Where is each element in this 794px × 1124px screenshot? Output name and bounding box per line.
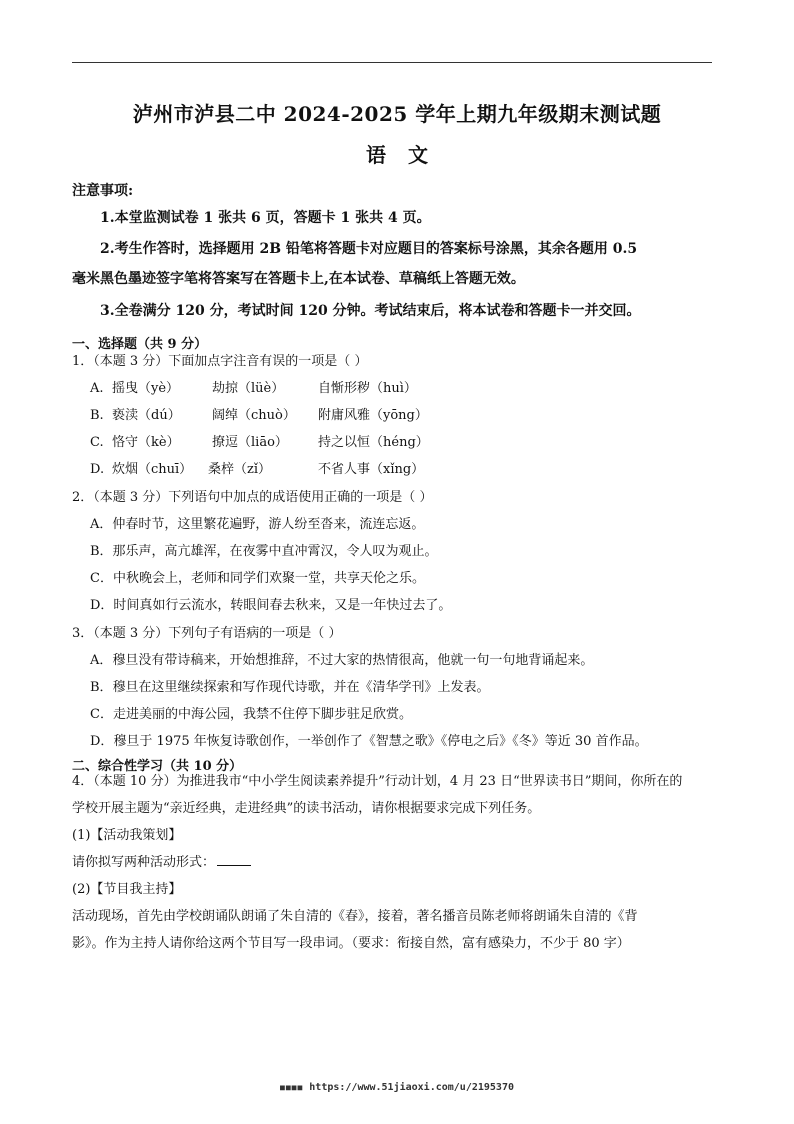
q1-option-c: [90, 431, 429, 450]
q1-option-d: [90, 458, 424, 477]
notice-item-1: [72, 203, 712, 233]
notice-item-2-line-2: 毫米黑色墨迹签字笔将答案写在答题卡上,在本试卷、草稿纸上答题无效。: [72, 271, 525, 287]
option-word-2: 阔绰（chuò）: [212, 408, 296, 423]
q2-stem: 2．（本题 3 分）下列语句中加点的成语使用正确的一项是（ ）: [72, 490, 433, 505]
task-2-title: (2)【节目我主持】: [72, 882, 182, 897]
task-1-prompt: [72, 849, 712, 876]
footer: [0, 1082, 794, 1093]
q3-option-a: A．穆旦没有带诗稿来，开始想推辞，不过大家的热情很高，他就一句一句地背诵起来。: [90, 653, 594, 668]
notice-item-3-text: 3.全卷满分 120 分，考试时间 120 分钟。考试结束后，将本试卷和答题卡一并交回。: [100, 303, 641, 319]
option-word-1: 恪守（kè）: [112, 435, 180, 450]
q2-option-c: C．中秋晚会上，老师和同学们欢聚一堂，共享天伦之乐。: [90, 571, 425, 586]
q1-stem: 1．（本题 3 分）下面加点字注音有误的一项是（ ）: [72, 354, 368, 369]
q2-option-d: D．时间真如行云流水，转眼间春去秋来，又是一年快过去了。: [90, 598, 452, 613]
q3-option-b: B．穆旦在这里继续探索和写作现代诗歌，并在《清华学刊》上发表。: [90, 680, 490, 695]
q1-option-a: [90, 377, 417, 396]
notice-item-1-text: 1.本堂监测试卷 1 张共 6 页，答题卡 1 张共 4 页。: [100, 210, 431, 226]
q3-stem: 3．（本题 3 分）下列句子有语病的一项是（ ）: [72, 626, 342, 641]
option-word-2: 劫掠（lüè）: [212, 381, 285, 396]
section-1-heading: 一、选择题（共 9 分）: [72, 337, 208, 352]
notice-item-3: [72, 296, 712, 326]
section-2-heading: 二、综合性学习（共 10 分）: [72, 759, 243, 774]
exam-title: 泸州市泸县二中 2024-2025 学年上期九年级期末测试题: [132, 102, 662, 126]
option-word-3: 持之以恒（héng）: [318, 435, 429, 450]
notice-item-2: [72, 234, 712, 294]
option-letter: B.: [90, 408, 104, 423]
task-1-title: (1)【活动我策划】: [72, 828, 182, 843]
subject-title: 语文: [366, 143, 450, 167]
q2-option-b: B．那乐声，高亢雄浑，在夜雾中直冲霄汉，令人叹为观止。: [90, 544, 438, 559]
option-word-3: 附庸风雅（yōng）: [318, 408, 428, 423]
footer-url[interactable]: https://www.51jiaoxi.com/u/2195370: [309, 1082, 514, 1093]
task-1-prompt-text: 请你拟写两种活动形式：: [72, 855, 216, 870]
option-word-2: 撩逗（liāo）: [212, 435, 288, 450]
option-word-3: 自惭形秽（huì）: [318, 381, 417, 396]
option-word-1: 摇曳（yè）: [112, 381, 180, 396]
q4-line-1: 4．（本题 10 分）为推进我市“中小学生阅读素养提升”行动计划，4 月 23 日“世界读书日”期间，你所在的: [72, 774, 683, 789]
task-2-line-1: 活动现场，首先由学校朗诵队朗诵了朱自清的《春》，接着，著名播音员陈老师将朗诵朱自清的《背: [72, 909, 638, 924]
option-letter: C.: [90, 435, 104, 450]
task-2-line-2: 影》。作为主持人请你给这两个节目写一段串词。（要求：衔接自然，富有感染力，不少于 80 字）: [72, 936, 630, 951]
option-letter: A.: [90, 381, 104, 396]
option-letter: D.: [90, 462, 105, 477]
option-word-3: 不省人事（xǐng）: [318, 462, 425, 477]
footer-logo-icon: ■■■■: [280, 1083, 304, 1092]
q3-option-d: D．穆旦于 1975 年恢复诗歌创作，一举创作了《智慧之歌》《停电之后》《冬》等近 30 首作品。: [90, 734, 648, 749]
notice-heading: 注意事项:: [72, 183, 134, 199]
notice-item-2-line-1: 2.考生作答时，选择题用 2B 铅笔将答题卡对应题目的答案标号涂黑，其余各题用 0.5: [100, 241, 638, 257]
task-2-body: [72, 903, 712, 957]
q4-stem: [72, 768, 712, 822]
option-word-1: 亵渎（dú）: [112, 408, 181, 423]
option-word-1: 炊烟（chuī）: [112, 462, 193, 477]
q4-line-2: 学校开展主题为“亲近经典，走进经典”的读书活动，请你根据要求完成下列任务。: [72, 801, 541, 816]
q1-option-b: [90, 404, 428, 423]
option-word-2: 桑梓（zǐ）: [208, 462, 272, 477]
q2-option-a: A．仲春时节，这里繁花遍野，游人纷至沓来，流连忘返。: [90, 517, 425, 532]
q3-option-c: C．走进美丽的中海公园，我禁不住停下脚步驻足欣赏。: [90, 707, 412, 722]
answer-blank[interactable]: [217, 865, 251, 866]
top-rule: [72, 62, 712, 63]
